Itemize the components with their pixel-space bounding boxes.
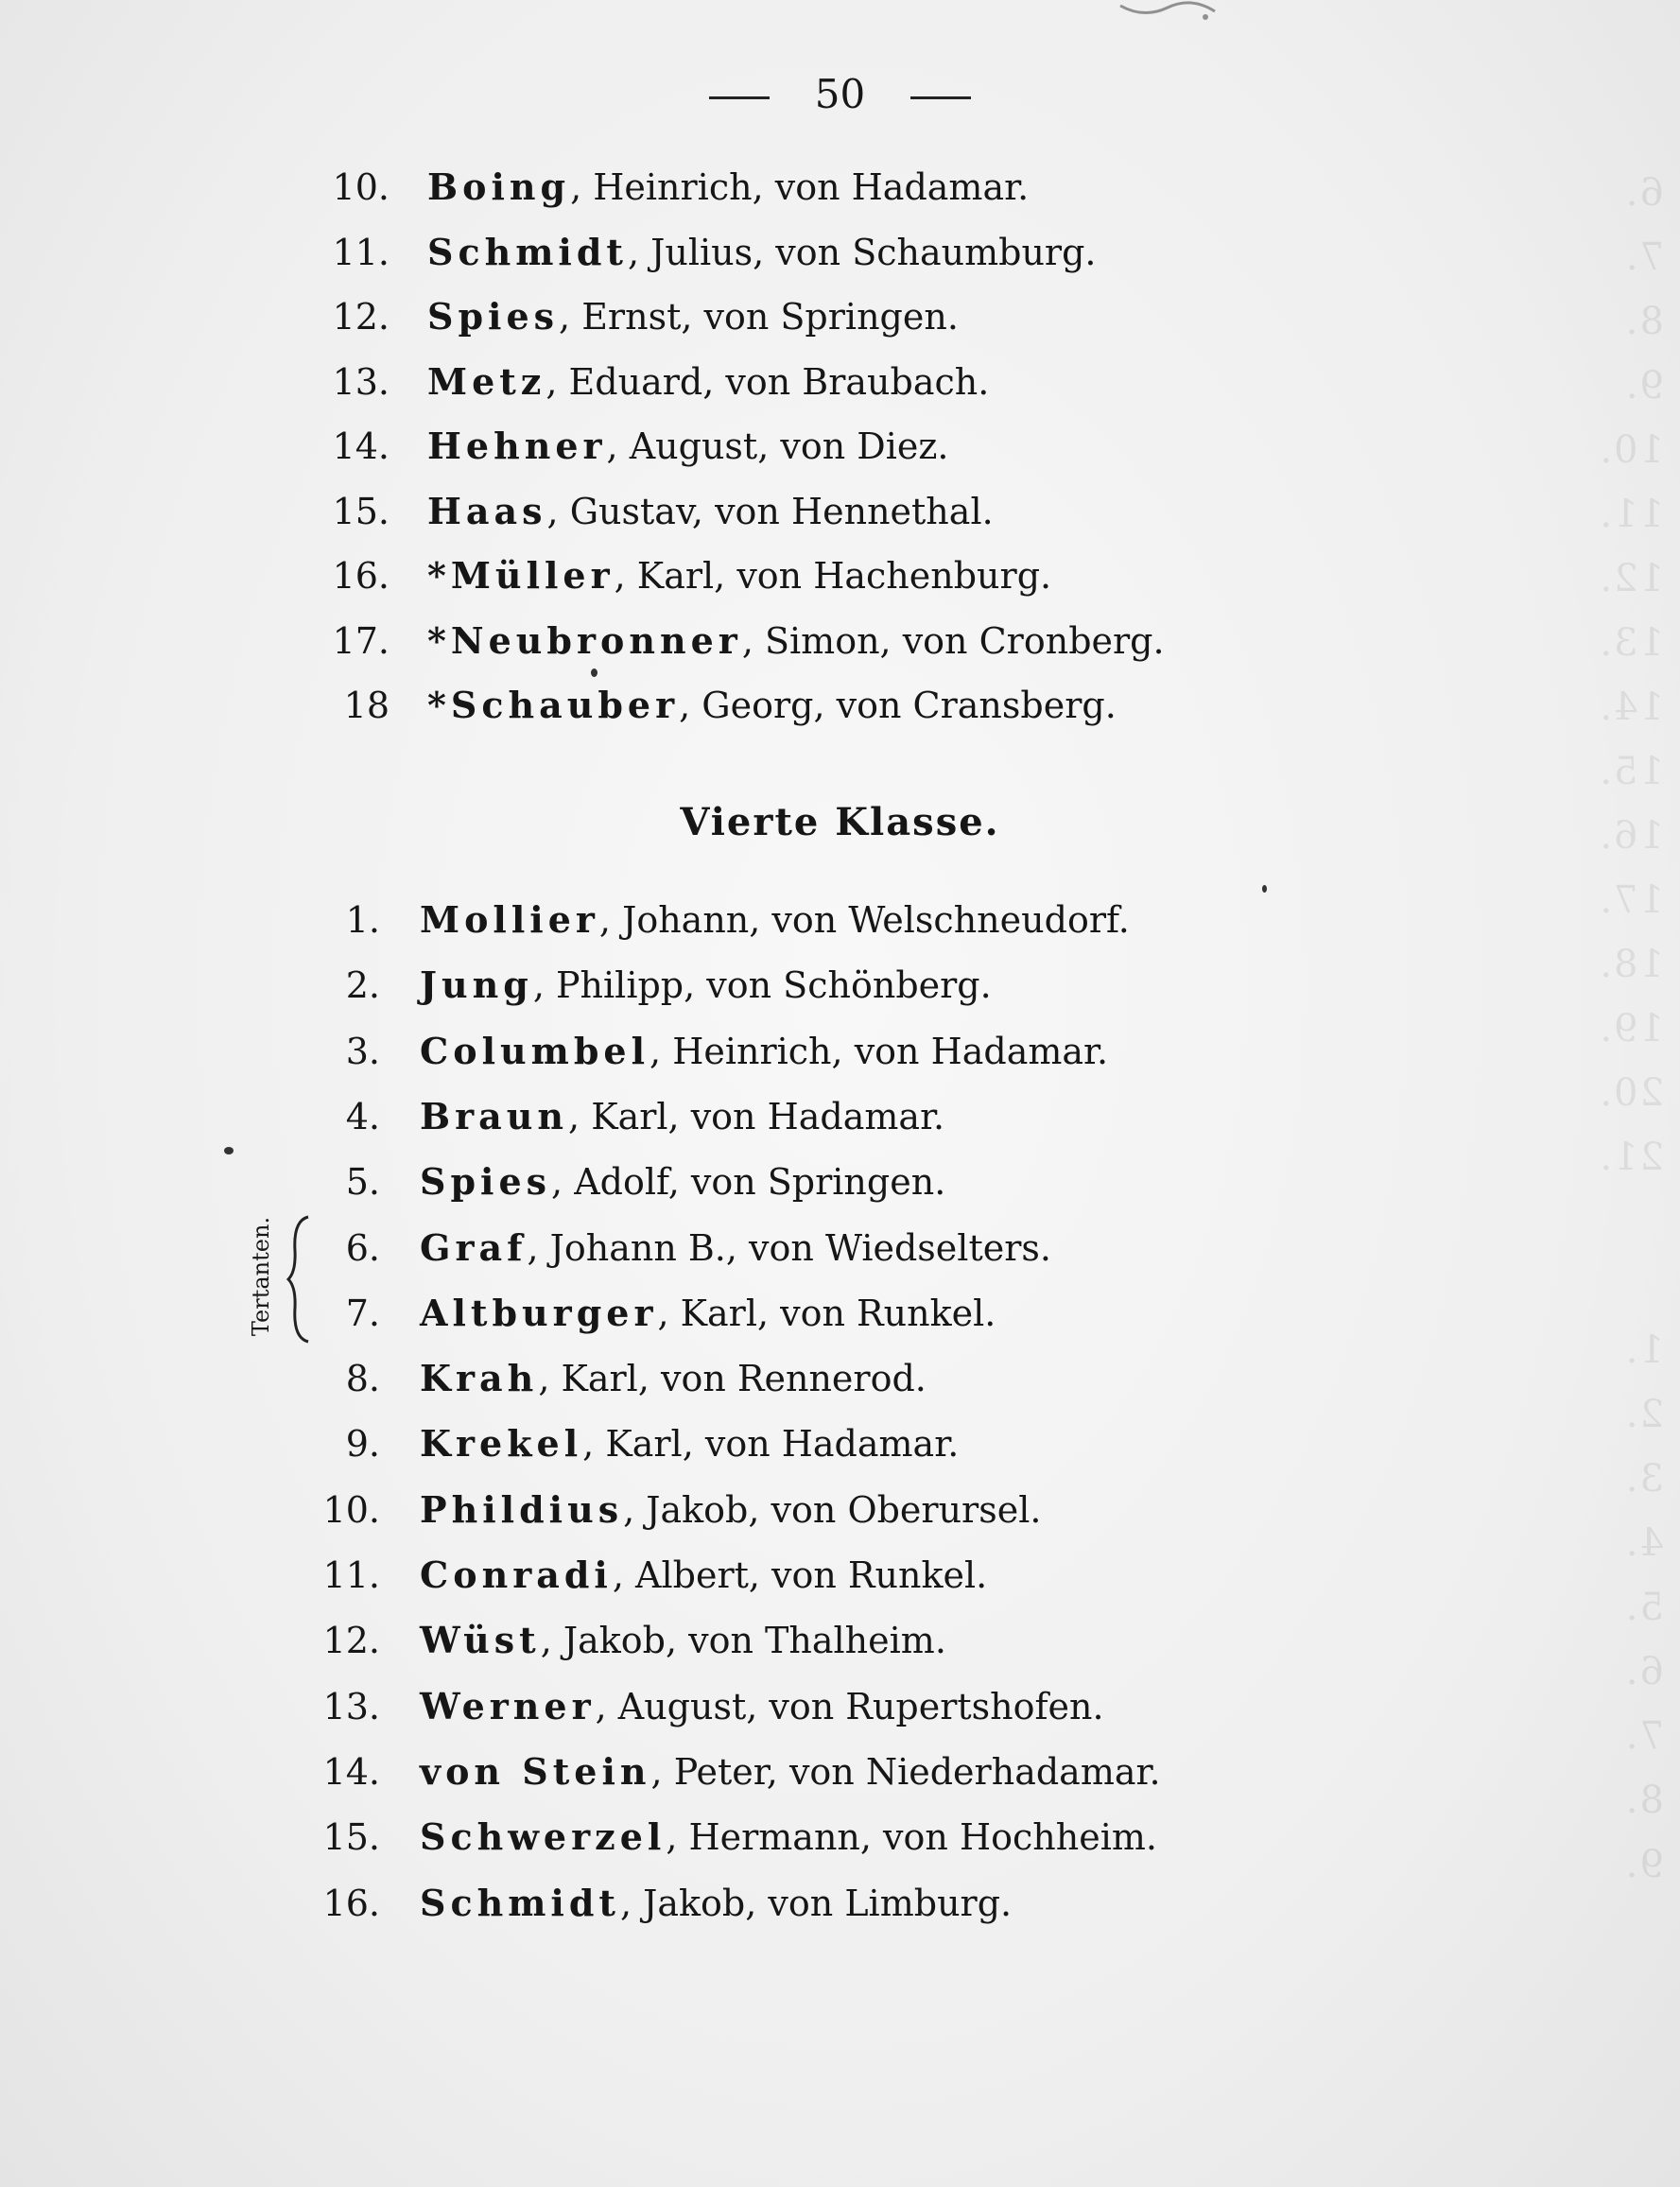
bleed-through-line: 9. — [1623, 1843, 1664, 1886]
bleed-through-line: 16. — [1598, 814, 1664, 858]
item-number: 11. — [322, 1554, 380, 1596]
item-number: 10. — [322, 1488, 380, 1531]
bleed-through-line: 13. — [1598, 621, 1664, 665]
ink-speck — [224, 1147, 234, 1154]
student-surname: Schwerzel — [420, 1815, 667, 1859]
item-number: 11. — [332, 231, 390, 273]
item-number: 16. — [322, 1882, 380, 1924]
bleed-through-line: 6. — [1623, 171, 1664, 215]
student-details: , Peter, von Niederhadamar. — [650, 1750, 1161, 1793]
item-number: 13. — [332, 360, 390, 403]
margin-label — [240, 1201, 282, 1352]
item-number: 4. — [345, 1095, 380, 1137]
student-surname: Werner — [420, 1684, 596, 1727]
student-details: , Karl, von Hachenburg. — [614, 555, 1052, 597]
item-number: 15. — [322, 1816, 380, 1859]
student-details: , Karl, von Runkel. — [657, 1292, 996, 1334]
student-surname: *Schauber — [427, 684, 680, 726]
student-details: , Karl, von Rennerod. — [538, 1358, 927, 1400]
list-item — [0, 959, 1680, 1012]
student-surname: Braun — [420, 1094, 569, 1137]
student-surname: Wüst — [420, 1619, 541, 1662]
student-details: , Ernst, von Springen. — [559, 296, 959, 338]
bleed-through-line: 20. — [1598, 1071, 1664, 1115]
student-details: , August, von Diez. — [606, 425, 949, 467]
list-item — [0, 1680, 1680, 1733]
student-surname: Phildius — [420, 1487, 624, 1531]
margin-label-text: Tertanten. — [248, 1216, 274, 1337]
print-blot — [1116, 0, 1220, 26]
bleed-through-line: 3. — [1623, 1457, 1664, 1501]
student-details: , Albert, von Runkel. — [612, 1554, 988, 1596]
item-number: 16. — [332, 555, 390, 597]
bleed-through-line: 5. — [1623, 1586, 1664, 1629]
list-item — [0, 1614, 1680, 1667]
bleed-through-line: 6. — [1623, 1650, 1664, 1693]
list-item — [0, 1352, 1680, 1405]
list-item — [0, 226, 1680, 279]
list-item — [0, 615, 1680, 668]
bleed-through-line: 8. — [1623, 1779, 1664, 1822]
item-number: 7. — [345, 1292, 380, 1334]
student-details: , Georg, von Cransberg. — [679, 685, 1117, 726]
bleed-through-line: 14. — [1598, 686, 1664, 729]
student-surname: Krekel — [420, 1422, 583, 1466]
student-surname: Jung — [420, 963, 533, 1007]
student-details: , Jakob, von Oberursel. — [623, 1488, 1042, 1531]
bleed-through-line: 7. — [1623, 235, 1664, 279]
list-item — [0, 420, 1680, 473]
item-number: 13. — [322, 1685, 380, 1727]
student-surname: Spies — [420, 1160, 552, 1204]
list-item — [0, 679, 1680, 732]
student-surname: Krah — [420, 1357, 539, 1400]
student-details: , Karl, von Hadamar. — [568, 1095, 945, 1137]
item-number: 2. — [345, 964, 380, 1007]
student-details: , Karl, von Hadamar. — [582, 1423, 960, 1466]
student-surname: Conradi — [420, 1553, 613, 1596]
item-number: 17. — [332, 619, 390, 662]
ink-speck — [1262, 885, 1267, 893]
student-surname: Schmidt — [420, 1881, 620, 1924]
item-number: 3. — [345, 1030, 380, 1072]
page-header — [0, 66, 1680, 123]
student-details: , Adolf, von Springen. — [551, 1161, 946, 1204]
item-number: 12. — [322, 1620, 380, 1662]
item-number: 14. — [322, 1750, 380, 1793]
item-number: 1. — [345, 899, 380, 941]
item-number: 15. — [332, 490, 390, 532]
list-item — [0, 894, 1680, 946]
student-details: , Johann, von Welschneudorf. — [598, 899, 1130, 941]
student-surname: Columbel — [420, 1029, 650, 1072]
page-number: 50 — [814, 71, 866, 117]
bleed-through-line: 12. — [1598, 557, 1664, 600]
student-surname: *Neubronner — [427, 618, 742, 662]
student-details: , Philipp, von Schönberg. — [532, 964, 992, 1007]
student-details: , Gustav, von Hennethal. — [546, 490, 994, 532]
section-heading: Vierte Klasse. — [680, 800, 1000, 844]
bracket-icon — [286, 1213, 314, 1345]
item-number: 6. — [345, 1226, 380, 1269]
student-details: , Eduard, von Braubach. — [546, 360, 990, 403]
student-surname: Mollier — [420, 898, 599, 941]
student-surname: von Stein — [420, 1749, 651, 1793]
bleed-through-line: 1. — [1623, 1328, 1664, 1372]
list-item — [0, 1877, 1680, 1930]
bleed-through-line: 19. — [1598, 1007, 1664, 1050]
ink-speck — [591, 668, 598, 677]
list-item — [0, 1025, 1680, 1078]
student-surname: Metz — [427, 359, 546, 403]
list-item — [0, 1484, 1680, 1536]
student-details: , Julius, von Schaumburg. — [627, 231, 1097, 273]
item-number: 5. — [345, 1161, 380, 1204]
list-item — [0, 549, 1680, 602]
student-surname: Haas — [427, 489, 547, 532]
header-dash-left — [709, 96, 770, 99]
student-surname: Spies — [427, 295, 560, 338]
student-details: , Simon, von Cronberg. — [741, 619, 1165, 662]
item-number: 18 — [343, 685, 390, 726]
bleed-through-line: 9. — [1623, 364, 1664, 408]
bleed-through-line: 7. — [1623, 1714, 1664, 1758]
item-number: 9. — [345, 1423, 380, 1466]
item-number: 8. — [345, 1358, 380, 1400]
list-item — [0, 1417, 1680, 1470]
list-item — [0, 1745, 1680, 1798]
student-surname: Boing — [427, 165, 571, 208]
bleed-through-line: 8. — [1623, 300, 1664, 343]
item-number: 10. — [332, 166, 390, 208]
list-item — [0, 1090, 1680, 1143]
student-details: , August, von Rupertshofen. — [595, 1685, 1104, 1727]
student-surname: *Müller — [427, 554, 615, 597]
student-details: , Hermann, von Hochheim. — [666, 1816, 1157, 1859]
bleed-through-line: 21. — [1598, 1136, 1664, 1179]
student-details: , Heinrich, von Hadamar. — [649, 1030, 1109, 1072]
student-surname: Hehner — [427, 425, 607, 467]
student-surname: Schmidt — [427, 230, 628, 273]
bleed-through-line: 11. — [1598, 493, 1664, 536]
list-item — [0, 356, 1680, 408]
student-surname: Altburger — [420, 1291, 658, 1334]
header-dash-right — [910, 96, 971, 99]
student-surname: Graf — [420, 1225, 528, 1269]
student-details: , Jakob, von Limburg. — [619, 1882, 1013, 1924]
item-number: 14. — [332, 425, 390, 467]
list-item — [0, 1811, 1680, 1864]
list-item — [0, 290, 1680, 343]
bleed-through-line: 17. — [1598, 878, 1664, 922]
item-number: 12. — [332, 296, 390, 338]
list-item — [0, 1549, 1680, 1602]
list-item — [0, 161, 1680, 214]
bleed-through-line: 15. — [1598, 750, 1664, 793]
list-item — [0, 485, 1680, 538]
bleed-through-line: 18. — [1598, 943, 1664, 986]
student-details: , Jakob, von Thalheim. — [540, 1620, 946, 1662]
student-details: , Johann B., von Wiedselters. — [527, 1226, 1051, 1269]
bleed-through-line: 4. — [1623, 1521, 1664, 1565]
student-details: , Heinrich, von Hadamar. — [570, 166, 1030, 208]
bleed-through-line: 2. — [1623, 1393, 1664, 1436]
bleed-through-line: 10. — [1598, 428, 1664, 472]
